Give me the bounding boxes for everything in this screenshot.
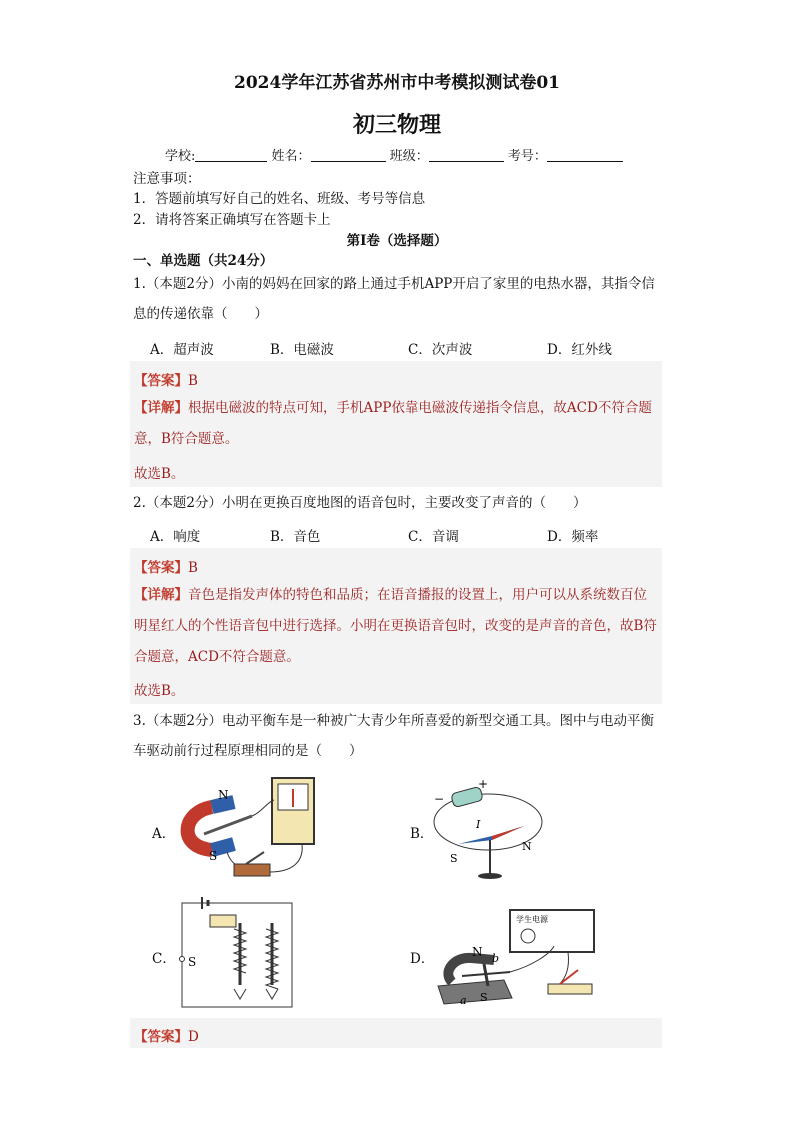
answer-tag: 【答案】 bbox=[134, 373, 188, 389]
switch-lever bbox=[246, 852, 264, 864]
figure-b-label: B． bbox=[410, 826, 434, 842]
school-label: 学校: bbox=[165, 149, 196, 164]
question-1-text: 1.（本题2分）小南的妈妈在回家的路上通过手机APP开启了家里的电热水器，其指令信息的传递依靠（ ） bbox=[133, 276, 655, 322]
label-a: a bbox=[460, 994, 467, 1007]
switch-contact bbox=[180, 957, 185, 962]
wire bbox=[252, 800, 274, 816]
conclusion: 故选B。 bbox=[134, 466, 185, 482]
school-blank bbox=[195, 149, 267, 162]
option-d: D．红外线 bbox=[547, 342, 612, 358]
conclusion: 故选B。 bbox=[134, 683, 185, 699]
compass-needle-n bbox=[492, 826, 524, 840]
detail-text: 音色是指发声体的特色和品质；在语音播报的设置上，用户可以从系统数百位明星红人的个性语音包中进行选择。小明在更换语音包时，改变的是声音的音色，故B符合题意，ACD不符合题意。 bbox=[134, 587, 657, 665]
page-title: 2024学年江苏省苏州市中考模拟测试卷01 bbox=[234, 73, 560, 93]
rheostat bbox=[210, 915, 236, 927]
answer-box-1 bbox=[130, 361, 662, 487]
label-n: N bbox=[472, 945, 483, 959]
switch bbox=[548, 984, 592, 994]
label-current: I bbox=[476, 818, 481, 831]
answer-tag: 【答案】 bbox=[134, 560, 188, 576]
figure-a-label: A． bbox=[152, 826, 176, 842]
answer-line bbox=[134, 556, 198, 576]
figure-c-label: C． bbox=[152, 951, 176, 967]
label-s: S bbox=[450, 852, 458, 865]
answer-value: B bbox=[188, 373, 198, 389]
label-n: N bbox=[218, 788, 229, 802]
figure-c-electromagnet-diagram bbox=[176, 893, 301, 1015]
conductor-rod bbox=[204, 816, 252, 834]
label-plus: + bbox=[478, 777, 489, 791]
label-s: S bbox=[188, 955, 197, 969]
option-c: C．音调 bbox=[408, 529, 459, 545]
question-2-text: 2.（本题2分）小明在更换百度地图的语音包时，主要改变了声音的（ ） bbox=[133, 495, 587, 511]
answer-tag: 【答案】 bbox=[134, 1029, 188, 1045]
answer-box-3 bbox=[130, 1018, 662, 1048]
section-title: 一、单选题（共24分） bbox=[133, 253, 274, 269]
label-minus: − bbox=[434, 792, 445, 806]
answer-value: B bbox=[188, 560, 198, 576]
label-s: S bbox=[480, 991, 488, 1004]
student-info-line bbox=[165, 145, 623, 164]
wire bbox=[270, 844, 302, 872]
number-label: 考号： bbox=[507, 149, 547, 164]
notice-heading: 注意事项： bbox=[133, 171, 201, 187]
answer-value: D bbox=[188, 1029, 199, 1045]
part-title: 第I卷（选择题） bbox=[346, 233, 448, 249]
answer-line bbox=[134, 369, 198, 389]
class-blank bbox=[429, 149, 504, 162]
number-blank bbox=[547, 149, 623, 162]
option-c: C．次声波 bbox=[408, 342, 473, 358]
answer-box-2 bbox=[130, 548, 662, 704]
label-n: N bbox=[522, 840, 532, 853]
answer-line bbox=[134, 1025, 199, 1045]
detail-block bbox=[134, 580, 660, 673]
option-b: B．电磁波 bbox=[270, 342, 334, 358]
notice-item: 2．请将答案正确填写在答题卡上 bbox=[133, 212, 331, 228]
detail-tag: 【详解】 bbox=[134, 587, 188, 603]
question-3-text: 3.（本题2分）电动平衡车是一种被广大青少年所喜爱的新型交通工具。图中与电动平衡车驱动前行过程原理相同的是（ ） bbox=[133, 713, 654, 759]
figure-a-induction-diagram bbox=[172, 772, 332, 887]
label-s: S bbox=[209, 849, 218, 863]
page-subtitle: 初三物理 bbox=[352, 112, 441, 138]
option-a: A．超声波 bbox=[150, 342, 214, 358]
label-b: b bbox=[492, 952, 500, 965]
option-a: A．响度 bbox=[150, 529, 201, 545]
name-blank bbox=[311, 149, 386, 162]
name-label: 姓名： bbox=[271, 149, 311, 164]
option-b: B．音色 bbox=[270, 529, 321, 545]
stand-base bbox=[478, 873, 502, 879]
switch-lever bbox=[560, 970, 578, 984]
power-supply-label: 学生电源 bbox=[516, 915, 548, 924]
option-d: D．频率 bbox=[547, 529, 599, 545]
switch bbox=[234, 864, 270, 876]
detail-text: 根据电磁波的特点可知，手机APP依靠电磁波传递指令信息，故ACD不符合题意，B符合题意。 bbox=[134, 400, 652, 447]
magnet-pole-n bbox=[212, 802, 234, 807]
attracted-pins bbox=[234, 989, 278, 999]
notice-item: 1．答题前填写好自己的姓名、班级、考号等信息 bbox=[133, 191, 426, 207]
detail-block bbox=[134, 393, 660, 455]
figure-d-label: D． bbox=[410, 951, 435, 967]
horseshoe-magnet-red bbox=[188, 807, 212, 850]
circuit-frame bbox=[182, 903, 292, 1007]
detail-tag: 【详解】 bbox=[134, 400, 188, 416]
figure-d-motor-diagram bbox=[432, 906, 602, 1028]
class-label: 班级： bbox=[389, 149, 429, 164]
figure-b-oersted-diagram bbox=[428, 776, 558, 884]
